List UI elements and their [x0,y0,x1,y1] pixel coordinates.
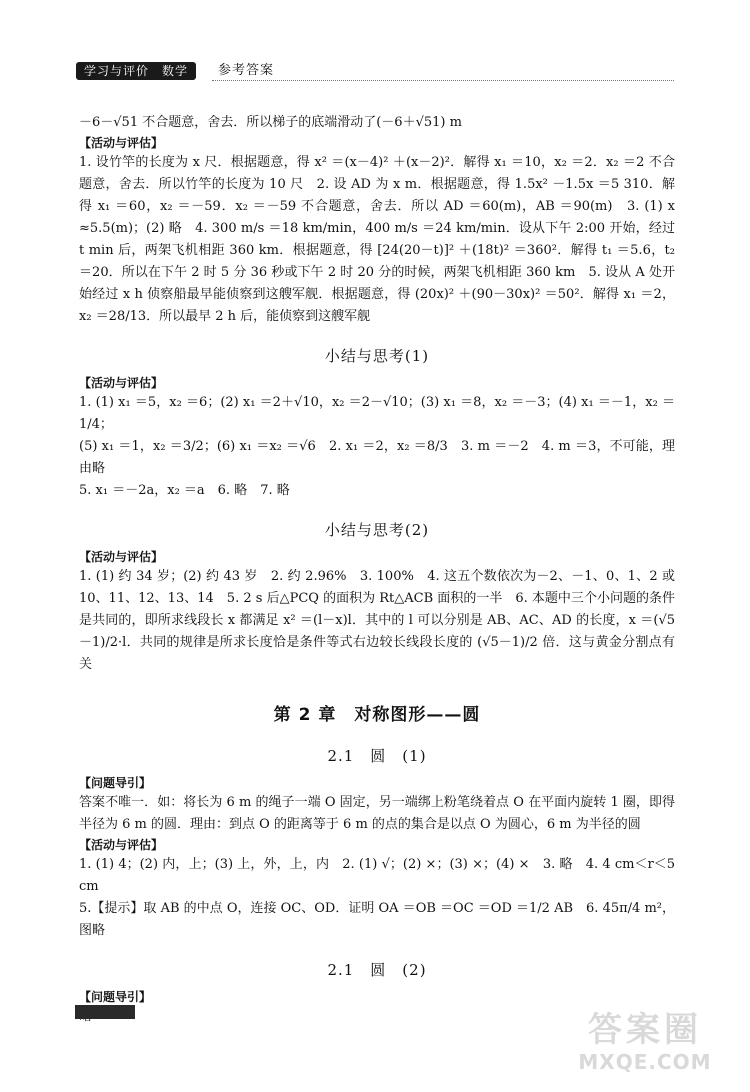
answer-paragraph: 1. (1) x₁ ＝5，x₂ ＝6；(2) x₁ ＝2＋√10，x₂ ＝2－√10；(3) x₁ ＝8，x₂ ＝－3；(4) x₁ ＝－1，x₂ ＝1/4； [79,395,675,432]
activity-label: 【问题导引】 [79,990,152,1004]
section-title: 小结与思考(2) [324,521,430,539]
section-heading: 参考答案 [218,63,275,78]
watermark-url: MXQE.COM [578,1050,712,1074]
activity-label: 【活动与评估】 [79,838,164,852]
answer-paragraph: 1. 设竹竿的长度为 x 尺．根据题意，得 x² ＝(x－4)² ＋(x－2)²．解得 x₁ ＝10，x₂ ＝2．x₂ ＝2 不合题意，舍去．所以竹竿的长度为 10 尺 2. 设 AD 为 x m．根据题意，得 1.5x² －1.5x ＝5 310．解得 x₁ ＝60，x₂ ＝－59．x₂ ＝－59 不合题意，舍去．所以 AD ＝60(m)，AB ＝90(m) 3. (1) x ≈5.5(m)；(2) 略 4. 300 m/s ＝18 km/min，400 m/s ＝24 km/min．设从下午 2:00 开始，经过 t min 后，两架飞机相距 360 km．根据题意，得 [24(20－t)]² ＋(18t)² ＝360²．解得 t₁ ＝5.6，t₂ ＝20．所以在下午 2 时 5 分 36 秒或下午 2 时 20 分的时候，两架飞机相距 360 km 5. 设从 A 处开始经过 x h 侦察船最早能侦察到这艘军舰．根据题意，得 (20x)² ＋(90－30x)² ＝50²．解得 x₁ ＝2，x₂ ＝28/13．所以最早 2 h 后，能侦察到这艘军舰 [79,155,675,324]
answer-paragraph: 1. (1) 4；(2) 内，上；(3) 上，外，上，内 2. (1) √；(2) ×；(3) ×；(4) × 3. 略 4. 4 cm＜r＜5 cm [79,857,675,894]
spacer [79,502,675,518]
section-title: 小结与思考(1) [324,347,430,365]
answer-paragraph: 5. x₁ ＝－2a，x₂ ＝a 6. 略 7. 略 [79,483,290,498]
activity-label: 【活动与评估】 [79,550,164,564]
answer-paragraph: (5) x₁ ＝1，x₂ ＝3/2；(6) x₁ ＝x₂ ＝√6 2. x₁ ＝2，x₂ ＝8/3 3. m ＝－2 4. m ＝3，不可能，理由略 [79,439,675,476]
answer-paragraph: 1. (1) 约 34 岁；(2) 约 43 岁 2. 约 2.96% 3. 100% 4. 这五个数依次为－2、－1、0、1、2 或 10、11、12、13、14 5. 2 s 后△PCQ 的面积为 Rt△ACB 面积的一半 6. 本题中三个小问题的条件是共同的，即所求线段长 x 都满足 x² ＝(l－x)l．其中的 l 可以分别是 AB、AC、AD 的长度，x ＝(√5－1)/2·l．共同的规律是所求长度恰是条件等式右边较长线段长度的 (√5－1)/2 倍．这与黄金分割点有关 [79,569,675,672]
spacer [79,328,675,344]
watermark-logo: 答案圈 [588,1010,702,1050]
answer-paragraph: －6－√51 不合题意，舍去．所以梯子的底端滑动了(－6＋√51) m [79,115,462,130]
spacer [79,942,675,958]
spacer [79,676,675,702]
answer-paragraph: 5.【提示】取 AB 的中点 O，连接 OC、OD．证明 OA ＝OB ＝OC ＝OD ＝1/2 AB 6. 45π/4 m²，图略 [79,901,675,938]
section-title: 2.1 圆 (2) [327,961,427,979]
section-title: 2.1 圆 (1) [327,747,427,765]
book-title-tag: 学习与评价 数学 [76,62,196,80]
activity-label: 【问题导引】 [79,776,152,790]
activity-label: 【活动与评估】 [79,376,164,390]
watermark [560,1010,730,1082]
spacer [79,728,675,744]
activity-label: 【活动与评估】 [79,136,164,150]
answer-paragraph: 答案不唯一．如：将长为 6 m 的绳子一端 O 固定，另一端绑上粉笔绕着点 O 在平面内旋转 1 圈，即得半径为 6 m 的圆．理由：到点 O 的距离等于 6 m 的点的集合是以点 O 为圆心，6 m 为半径的圆 [79,795,675,832]
answer-content [79,112,675,1028]
chapter-title: 第 2 章 对称图形——圆 [273,705,481,725]
header-divider [212,80,674,81]
page-footer-bar [75,1005,135,1019]
